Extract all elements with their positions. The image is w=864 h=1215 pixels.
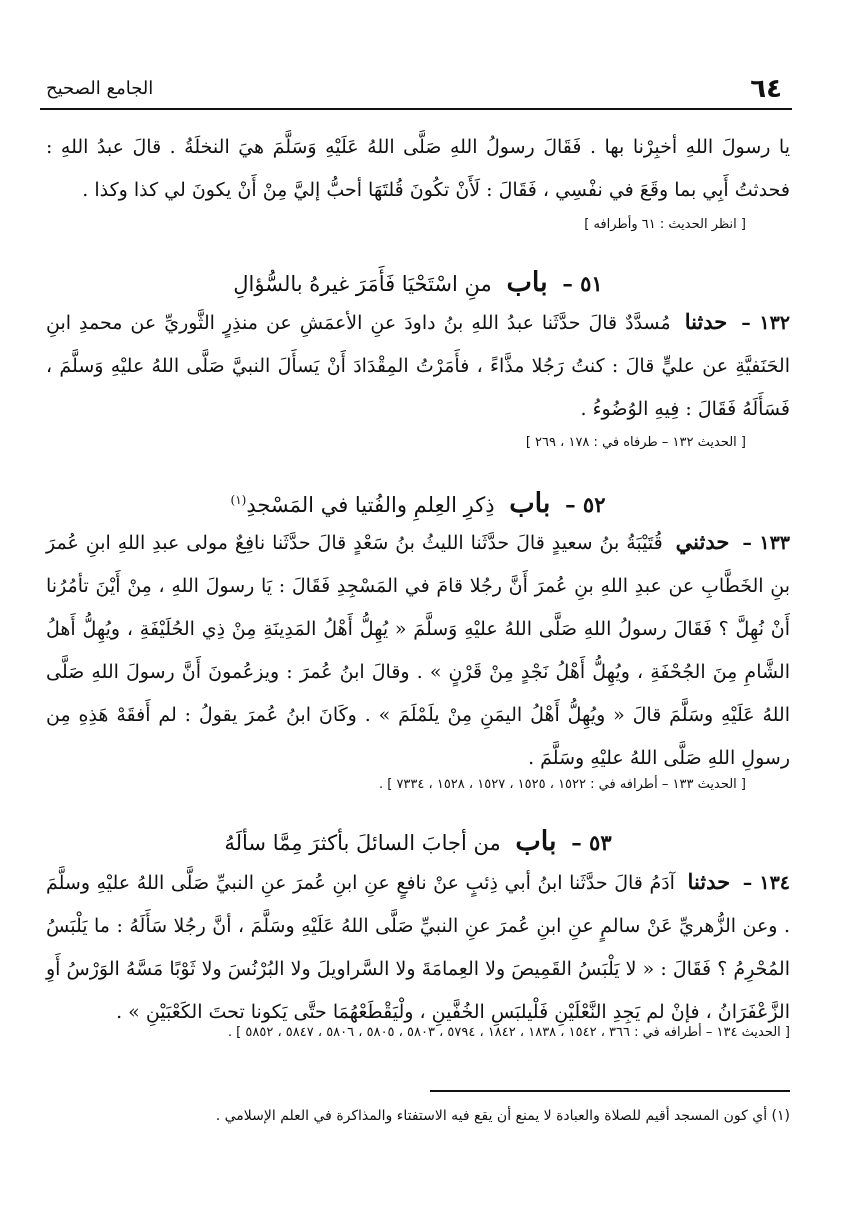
hadith-keyword: حدثنا bbox=[684, 309, 728, 334]
chapter-heading-51 bbox=[46, 263, 790, 304]
hadith-132 bbox=[46, 300, 790, 431]
chapter-number: ٥٢ – bbox=[565, 492, 606, 517]
chapter-number: ٥١ – bbox=[562, 271, 603, 296]
hadith-text: قُتَيْبَةُ بنُ سعيدٍ قالَ حدَّثَنا الليثُ بنُ سَعْدٍ قالَ حدَّثَنا نافِعٌ مولى عبدِ اللهِ ابنِ عُمرَ بنِ الخَطَّابِ عن عبدِ اللهِ بنِ عُمرَ أَنَّ رجُلا قامَ في المَسْجِدِ فَقَالَ : يَا رسولَ اللهِ ، مِنْ أَيْنَ تأمُرُنا أَنْ نُهِلَّ ؟ فَقَالَ رسولُ اللهِ صَلَّى اللهُ عليْهِ وَسلَّمَ « يُهِلُّ أَهْلُ المَدِينَةِ مِنْ ذِي الحُلَيْفَةِ ، ويُهِلُّ أَهلُ الشَّامِ مِنَ الجُحْفَةِ ، ويُهِلُّ أَهْلُ نَجْدٍ مِنْ قَرْنٍ » . وقالَ ابنُ عُمرَ : ويزعُمونَ أَنَّ رسولَ اللهِ صَلَّى اللهُ عَلَيْهِ وسَلَّمَ قالَ « ويُهِلُّ أَهْلُ اليمَنِ مِنْ يلَمْلَمَ » . وكَانَ ابنُ عُمرَ يقولُ : لم أَفقَهْ هَذِهِ مِن رسولِ اللهِ صَلَّى اللهُ عليْهِ وسَلَّمَ . bbox=[46, 532, 790, 769]
chapter-bab-label: باب bbox=[509, 488, 551, 519]
footnote-separator bbox=[430, 1090, 790, 1092]
footnote: (١) أي كون المسجد أقيم للصلاة والعبادة لا يمنع أن يقع فيه الاستفتاء والمذاكرة في العلم الإسلامي . bbox=[215, 1108, 790, 1124]
chapter-title: منِ اسْتَحْيَا فَأَمَرَ غيرهُ بالسُّؤالِ bbox=[233, 272, 492, 296]
chapter-number: ٥٣ – bbox=[571, 830, 612, 855]
chapter-heading-52 bbox=[46, 480, 790, 525]
hadith-keyword: حدثنا bbox=[687, 869, 731, 894]
hadith-number: ١٣٣ – bbox=[742, 532, 791, 554]
chapter-title: ذِكرِ العِلمِ والفُتيا في المَسْجدِ bbox=[246, 493, 495, 517]
hadith-133 bbox=[46, 520, 790, 780]
hadith-text: آدَمُ قالَ حدَّثَنا ابنُ أبي ذِئبٍ عنْ نافعٍ عنِ ابنِ عُمرَ عنِ النبيِّ صَلَّى اللهُ عليْهِ وسلَّمَ . وعن الزُّهريِّ عَنْ سالمٍ عنِ ابنِ عُمرَ عنِ النبيِّ صَلَّى اللهُ عَلَيْهِ وسَلَّمَ ، أنَّ رجُلا سَأَلَهُ : ما يَلْبَسُ المُحْرِمُ ؟ فَقَالَ : « لا يَلْبَسُ القَمِيصَ ولا العِمامَةَ ولا السَّراويلَ ولا البُرْنُسَ ولا ثَوْبًا مَسَّهُ الوَرْسُ أَوِ الزَّعْفَرَانُ ، فإنْ لم يَجِدِ النَّعْلَيْنِ فَلْيلبَسِ الخُفَّينِ ، ولْيَقْطَعْهُمَا حتَّى يَكونا تحتَ الكَعْبَيْنِ » . bbox=[46, 872, 790, 1023]
chapter-heading-53 bbox=[46, 822, 790, 863]
chapter-title: من أجابَ السائلَ بأكثرَ مِمَّا سألَهُ bbox=[224, 831, 501, 855]
hadith-number: ١٣٤ – bbox=[742, 872, 790, 894]
running-title: الجامع الصحيح bbox=[46, 78, 154, 99]
chapter-bab-label: باب bbox=[506, 267, 548, 298]
intro-reference: [ انظر الحديث : ٦١ وأطرافه ] bbox=[584, 217, 746, 232]
page-header bbox=[40, 72, 792, 110]
hadith-134 bbox=[46, 860, 790, 1034]
footnote-marker: (١) bbox=[230, 493, 247, 507]
chapter-bab-label: باب bbox=[515, 826, 557, 857]
hadith-number: ١٣٢ – bbox=[741, 312, 790, 334]
hadith-text: مُسدَّدٌ قالَ حدَّثَنا عبدُ اللهِ بنُ داودَ عنِ الأعمَشِ عن منذِرٍ الثَّوريِّ عن محمدِ ابنِ الحَنَفيَّةِ عن عليٍّ قالَ : كنتُ رَجُلا مذَّاءً ، فأَمَرْتُ المِقْدَادَ أَنْ يَسأَلَ النبيَّ صَلَّى اللهُ عليْهِ وَسلَّمَ ، فَسَأَلَهُ فَقَالَ : فِيهِ الوُضُوءُ . bbox=[46, 312, 790, 420]
hadith-keyword: حدثني bbox=[675, 529, 730, 554]
page-number: ٦٤ bbox=[750, 74, 782, 104]
intro-text: يا رسولَ اللهِ أخبِرْنا بها . فَقَالَ رسولُ اللهِ صَلَّى اللهُ عَلَيْهِ وَسَلَّمَ هيَ النخلَةُ . قالَ عبدُ اللهِ : فحدثتُ أَبِي بما وقَعَ في نفْسِي ، فَقَالَ : لَأَنْ تكُونَ قُلتَهَا أحبُّ إليَّ مِنْ أَنْ يكونَ لي كذا وكذا . bbox=[46, 136, 790, 201]
hadith-134-reference: [ الحديث ١٣٤ – أطرافه في : ٣٦٦ ، ١٥٤٢ ، ١٨٣٨ ، ١٨٤٢ ، ٥٧٩٤ ، ٥٨٠٣ ، ٥٨٠٥ ، ٥٨٠٦ ، ٥٨٤٧ ، ٥٨٥٢ ] . bbox=[227, 1025, 790, 1040]
hadith-133-reference: [ الحديث ١٣٣ – أطرافه في : ١٥٢٢ ، ١٥٢٥ ، ١٥٢٧ ، ١٥٢٨ ، ٧٣٣٤ ] . bbox=[378, 777, 746, 792]
hadith-132-reference: [ الحديث ١٣٢ – طرفاه في : ١٧٨ ، ٢٦٩ ] bbox=[525, 435, 746, 450]
